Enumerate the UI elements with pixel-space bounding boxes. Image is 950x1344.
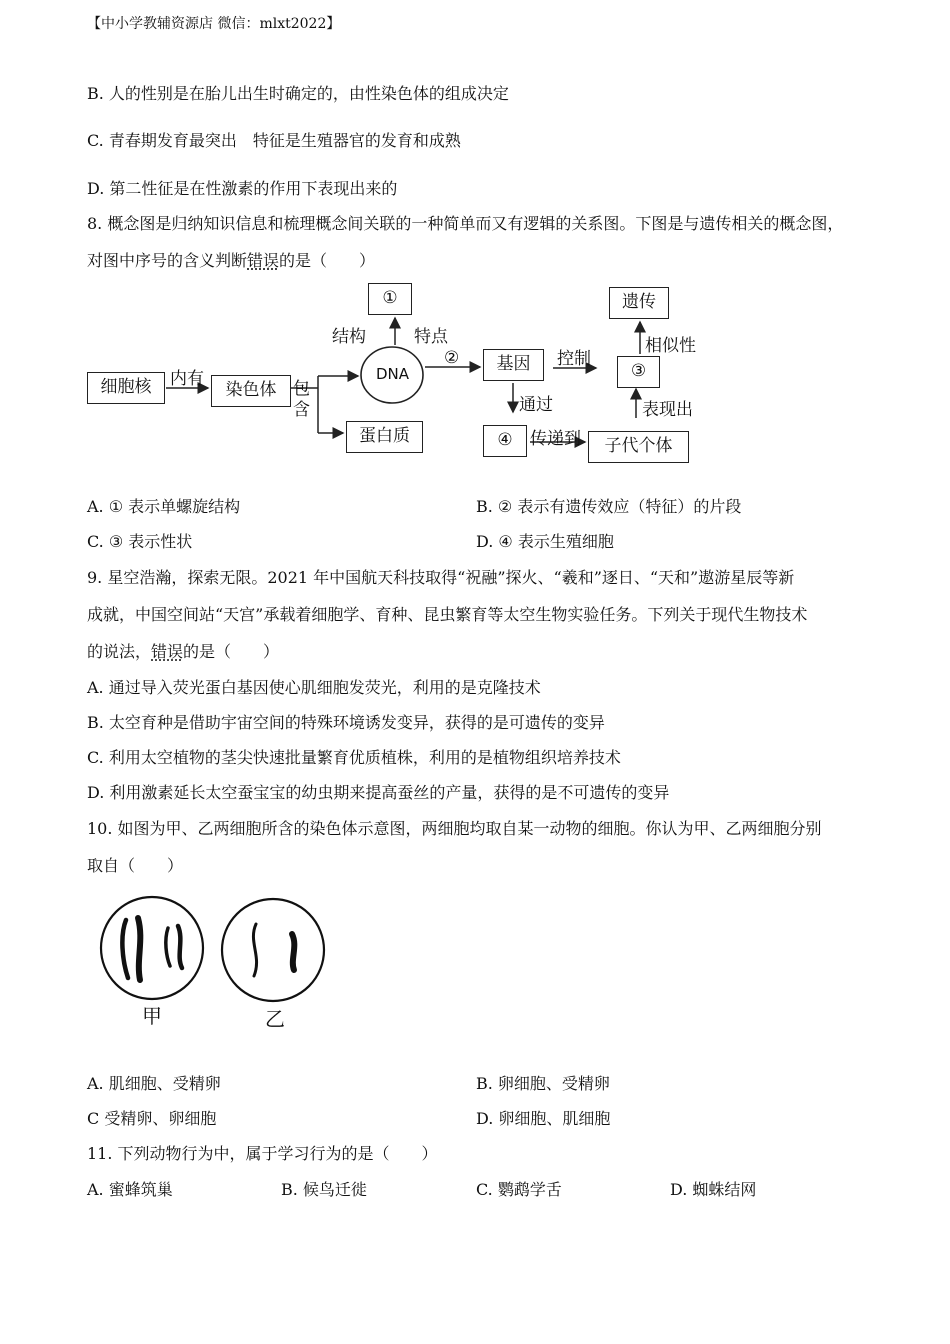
label-through: 通过 [519,395,553,415]
q11-option-d: D. 蜘蛛结网 [670,1180,757,1199]
box-heredity: 遗传 [609,287,669,319]
header-watermark: 【中小学教辅资源店 微信：mlxt2022】 [87,16,341,32]
q9-option-b: B. 太空育种是借助宇宙空间的特殊环境诱发变异，获得的是可遗传的变异 [87,713,605,732]
q7-option-c: C. 青春期发育最突出 特征是生殖器官的发育和成熟 [87,131,461,150]
q7-option-d: D. 第二性征是在性激素的作用下表现出来的 [87,179,398,198]
label-express: 表现出 [642,400,693,420]
label-structure: 结构 [332,327,366,347]
q10-option-a: A. 肌细胞、受精卵 [87,1074,221,1093]
label-similarity: 相似性 [645,336,696,356]
q9-option-c: C. 利用太空植物的茎尖快速批量繁育优质植株，利用的是植物组织培养技术 [87,748,621,767]
label-pass-to: 传递到 [530,429,581,449]
dna-label: DNA [376,365,410,383]
box-n3: ③ [617,356,660,388]
box-gene: 基因 [483,349,544,381]
q8-stem-emphasis: 错误 [247,251,280,270]
q11-option-b: B. 候鸟迁徙 [281,1180,367,1199]
label-contain-1: 包 [293,379,310,399]
q8-option-a: A. ① 表示单螺旋结构 [87,497,241,516]
cell-jia-label: 甲 [142,1004,162,1028]
chromosome-yi-2 [292,934,294,970]
chromosome-jia-4 [178,926,182,968]
concept-diagram-arrows [0,0,950,480]
label-feature: 特点 [414,327,448,347]
box-protein: 蛋白质 [346,421,423,453]
label-n2: ② [444,348,460,368]
q10-option-c: C 受精卵、卵细胞 [87,1109,217,1128]
q11-stem: 11. 下列动物行为中，属于学习行为的是（ ） [87,1144,438,1163]
q10-option-b: B. 卵细胞、受精卵 [476,1074,610,1093]
dna-circle [361,347,423,403]
label-has-inside: 内有 [170,369,204,389]
chromosome-jia-1 [122,920,128,978]
q8-option-d: D. ④ 表示生殖细胞 [476,532,614,551]
chromosome-jia-2 [138,918,140,980]
q9-stem-line2: 成就，中国空间站“天宫”承载着细胞学、育种、昆虫繁育等太空生物实验任务。下列关于现代生物技术 [87,605,808,624]
q8-stem-line2 [87,248,375,271]
q9-option-d: D. 利用激素延长太空蚕宝宝的幼虫期来提高蚕丝的产量，获得的是不可遗传的变异 [87,783,670,802]
q10-stem-line1: 10. 如图为甲、乙两细胞所含的染色体示意图，两细胞均取自某一动物的细胞。你认为甲、乙两细胞分别 [87,819,822,838]
cell-jia [101,897,203,999]
q11-option-a: A. 蜜蜂筑巢 [87,1180,173,1199]
q9-stem-post: 的是（ ） [183,642,280,661]
q10-option-d: D. 卵细胞、肌细胞 [476,1109,611,1128]
q8-option-b: B. ② 表示有遗传效应（特征）的片段 [476,497,742,516]
box-chromosome: 染色体 [211,375,291,407]
box-n4: ④ [483,425,527,457]
q9-stem-emphasis: 错误 [151,642,184,661]
label-control: 控制 [557,349,591,369]
q11-option-c: C. 鹦鹉学舌 [476,1180,562,1199]
cells-figure [90,890,340,1035]
cell-yi [222,899,324,1001]
chromosome-yi-1 [253,924,256,976]
box-offspring: 子代个体 [588,431,689,463]
q8-stem-post: 的是（ ） [279,251,376,270]
q9-stem-pre: 的说法， [87,642,152,661]
cell-yi-label: 乙 [265,1007,285,1031]
q9-stem-line3 [87,639,279,662]
q8-stem-pre: 对图中序号的含义判断 [87,251,248,270]
q9-option-a: A. 通过导入荧光蛋白基因使心肌细胞发荧光，利用的是克隆技术 [87,678,541,697]
q8-option-c: C. ③ 表示性状 [87,532,193,551]
box-nucleus: 细胞核 [87,372,165,404]
box-n1: ① [368,283,412,315]
q8-stem-line1: 8. 概念图是归纳知识信息和梳理概念间关联的一种简单而又有逻辑的关系图。下图是与遗传相关的概念图， [87,214,844,233]
chromosome-jia-3 [166,928,170,966]
label-contain-2: 含 [293,400,310,420]
q9-stem-line1: 9. 星空浩瀚，探索无限。2021 年中国航天科技取得“祝融”探火、“羲和”逐日、“天和”遨游星辰等新 [87,568,795,587]
q7-option-b: B. 人的性别是在胎儿出生时确定的，由性染色体的组成决定 [87,84,509,103]
q10-stem-line2: 取自（ ） [87,856,184,875]
